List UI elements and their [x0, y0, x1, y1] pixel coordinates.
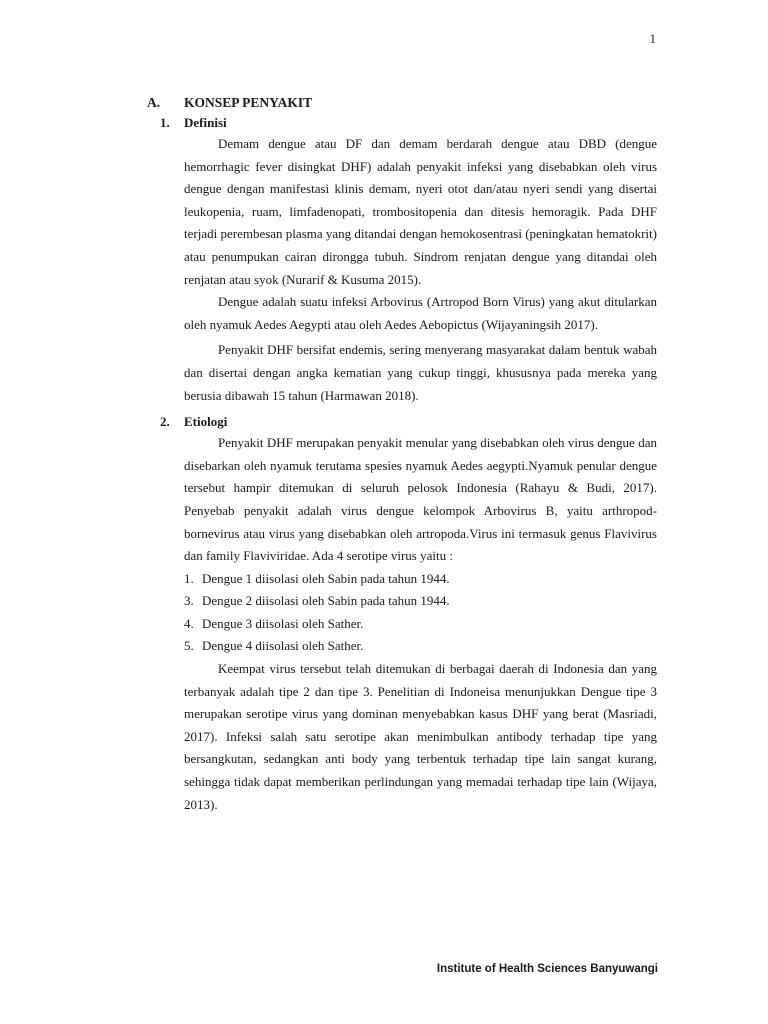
list-text: Dengue 1 diisolasi oleh Sabin pada tahun 1944. [202, 570, 450, 586]
section-title: KONSEP PENYAKIT [184, 95, 313, 110]
list-number: 1. [184, 570, 194, 586]
paragraph: Demam dengue atau DF dan demam berdarah dengue atau DBD (dengue hemorrhagic fever disingkat DHF) adalah penyakit infeksi yang disebabkan oleh virus dengue dengan manifestasi klinis demam, nyeri otot dan/atau nyeri sendi yang disertai leukopenia, ruam, limfadenopati, trombositopenia dan ditesis hemoragik. Pada DHF terjadi perembesan plasma yang ditandai dengan hemokosentrasi (peningkatan hematokrit) atau penumpukan cairan dirongga tubuh. Sindrom renjatan dengue yang ditandai oleh renjatan atau syok (Nurarif & Kusuma 2015). [184, 136, 657, 287]
subsection-heading-definisi [160, 113, 657, 133]
list-item [184, 613, 657, 636]
list-number: 3. [184, 593, 194, 609]
page-footer: Institute of Health Sciences Banyuwangi [436, 963, 658, 975]
section-heading [147, 93, 657, 113]
subsection-heading-etiologi [160, 412, 657, 432]
list-item [184, 590, 657, 613]
list-text: Dengue 4 diisolasi oleh Sather. [202, 638, 364, 654]
document-body [147, 93, 657, 816]
definisi-body [184, 133, 657, 407]
paragraph: Dengue adalah suatu infeksi Arbovirus (Artropod Born Virus) yang akut ditularkan oleh nyamuk Aedes Aegypti atau oleh Aedes Aebopictus (Wijayaningsih 2017). [184, 294, 657, 332]
paragraph: Penyakit DHF merupakan penyakit menular yang disebabkan oleh virus dengue dan disebarkan oleh nyamuk terutama spesies nyamuk Aedes aegypti.Nyamuk penular dengue tersebut hampir ditemukan di seluruh pelosok Indonesia (Rahayu & Budi, 2017). Penyebab penyakit adalah virus dengue kelompok Arbovirus B, yaitu arthropod-bornevirus atau virus yang disebabkan oleh artropoda.Virus ini termasuk genus Flavivirus dan family Flaviviridae. Ada 4 serotipe virus yaitu : [184, 435, 657, 564]
paragraph: Penyakit DHF bersifat endemis, sering menyerang masyarakat dalam bentuk wabah dan disertai dengan angka kematian yang cukup tinggi, khususnya pada mereka yang berusia dibawah 15 tahun (Harmawan 2018). [184, 342, 657, 403]
list-item [184, 635, 657, 658]
section-letter: A. [147, 95, 161, 110]
paragraph: Keempat virus tersebut telah ditemukan di berbagai daerah di Indonesia dan yang terbanyak adalah tipe 2 dan tipe 3. Penelitian di Indoneisa menunjukkan Dengue tipe 3 merupakan serotipe virus yang dominan menyebabkan kasus DHF yang berat (Masriadi, 2017). Infeksi salah satu serotipe akan menimbulkan antibody terhadap tipe yang bersangkutan, sedangkan anti body yang terbentuk terhadap tipe lain sangat kurang, sehingga tidak dapat memberikan perlindungan yang memadai terhadap tipe lain (Wijaya, 2013). [184, 661, 657, 812]
list-text: Dengue 2 diisolasi oleh Sabin pada tahun 1944. [202, 593, 450, 609]
subsection-number: 1. [160, 115, 170, 130]
subsection-number: 2. [160, 414, 170, 430]
list-number: 5. [184, 638, 194, 654]
etiologi-body [184, 432, 657, 816]
page-number: 1 [649, 31, 656, 46]
list-item [184, 568, 657, 591]
subsection-title: Etiologi [184, 414, 228, 430]
list-text: Dengue 3 diisolasi oleh Sather. [202, 615, 364, 631]
list-number: 4. [184, 615, 194, 631]
subsection-title: Definisi [184, 115, 227, 130]
